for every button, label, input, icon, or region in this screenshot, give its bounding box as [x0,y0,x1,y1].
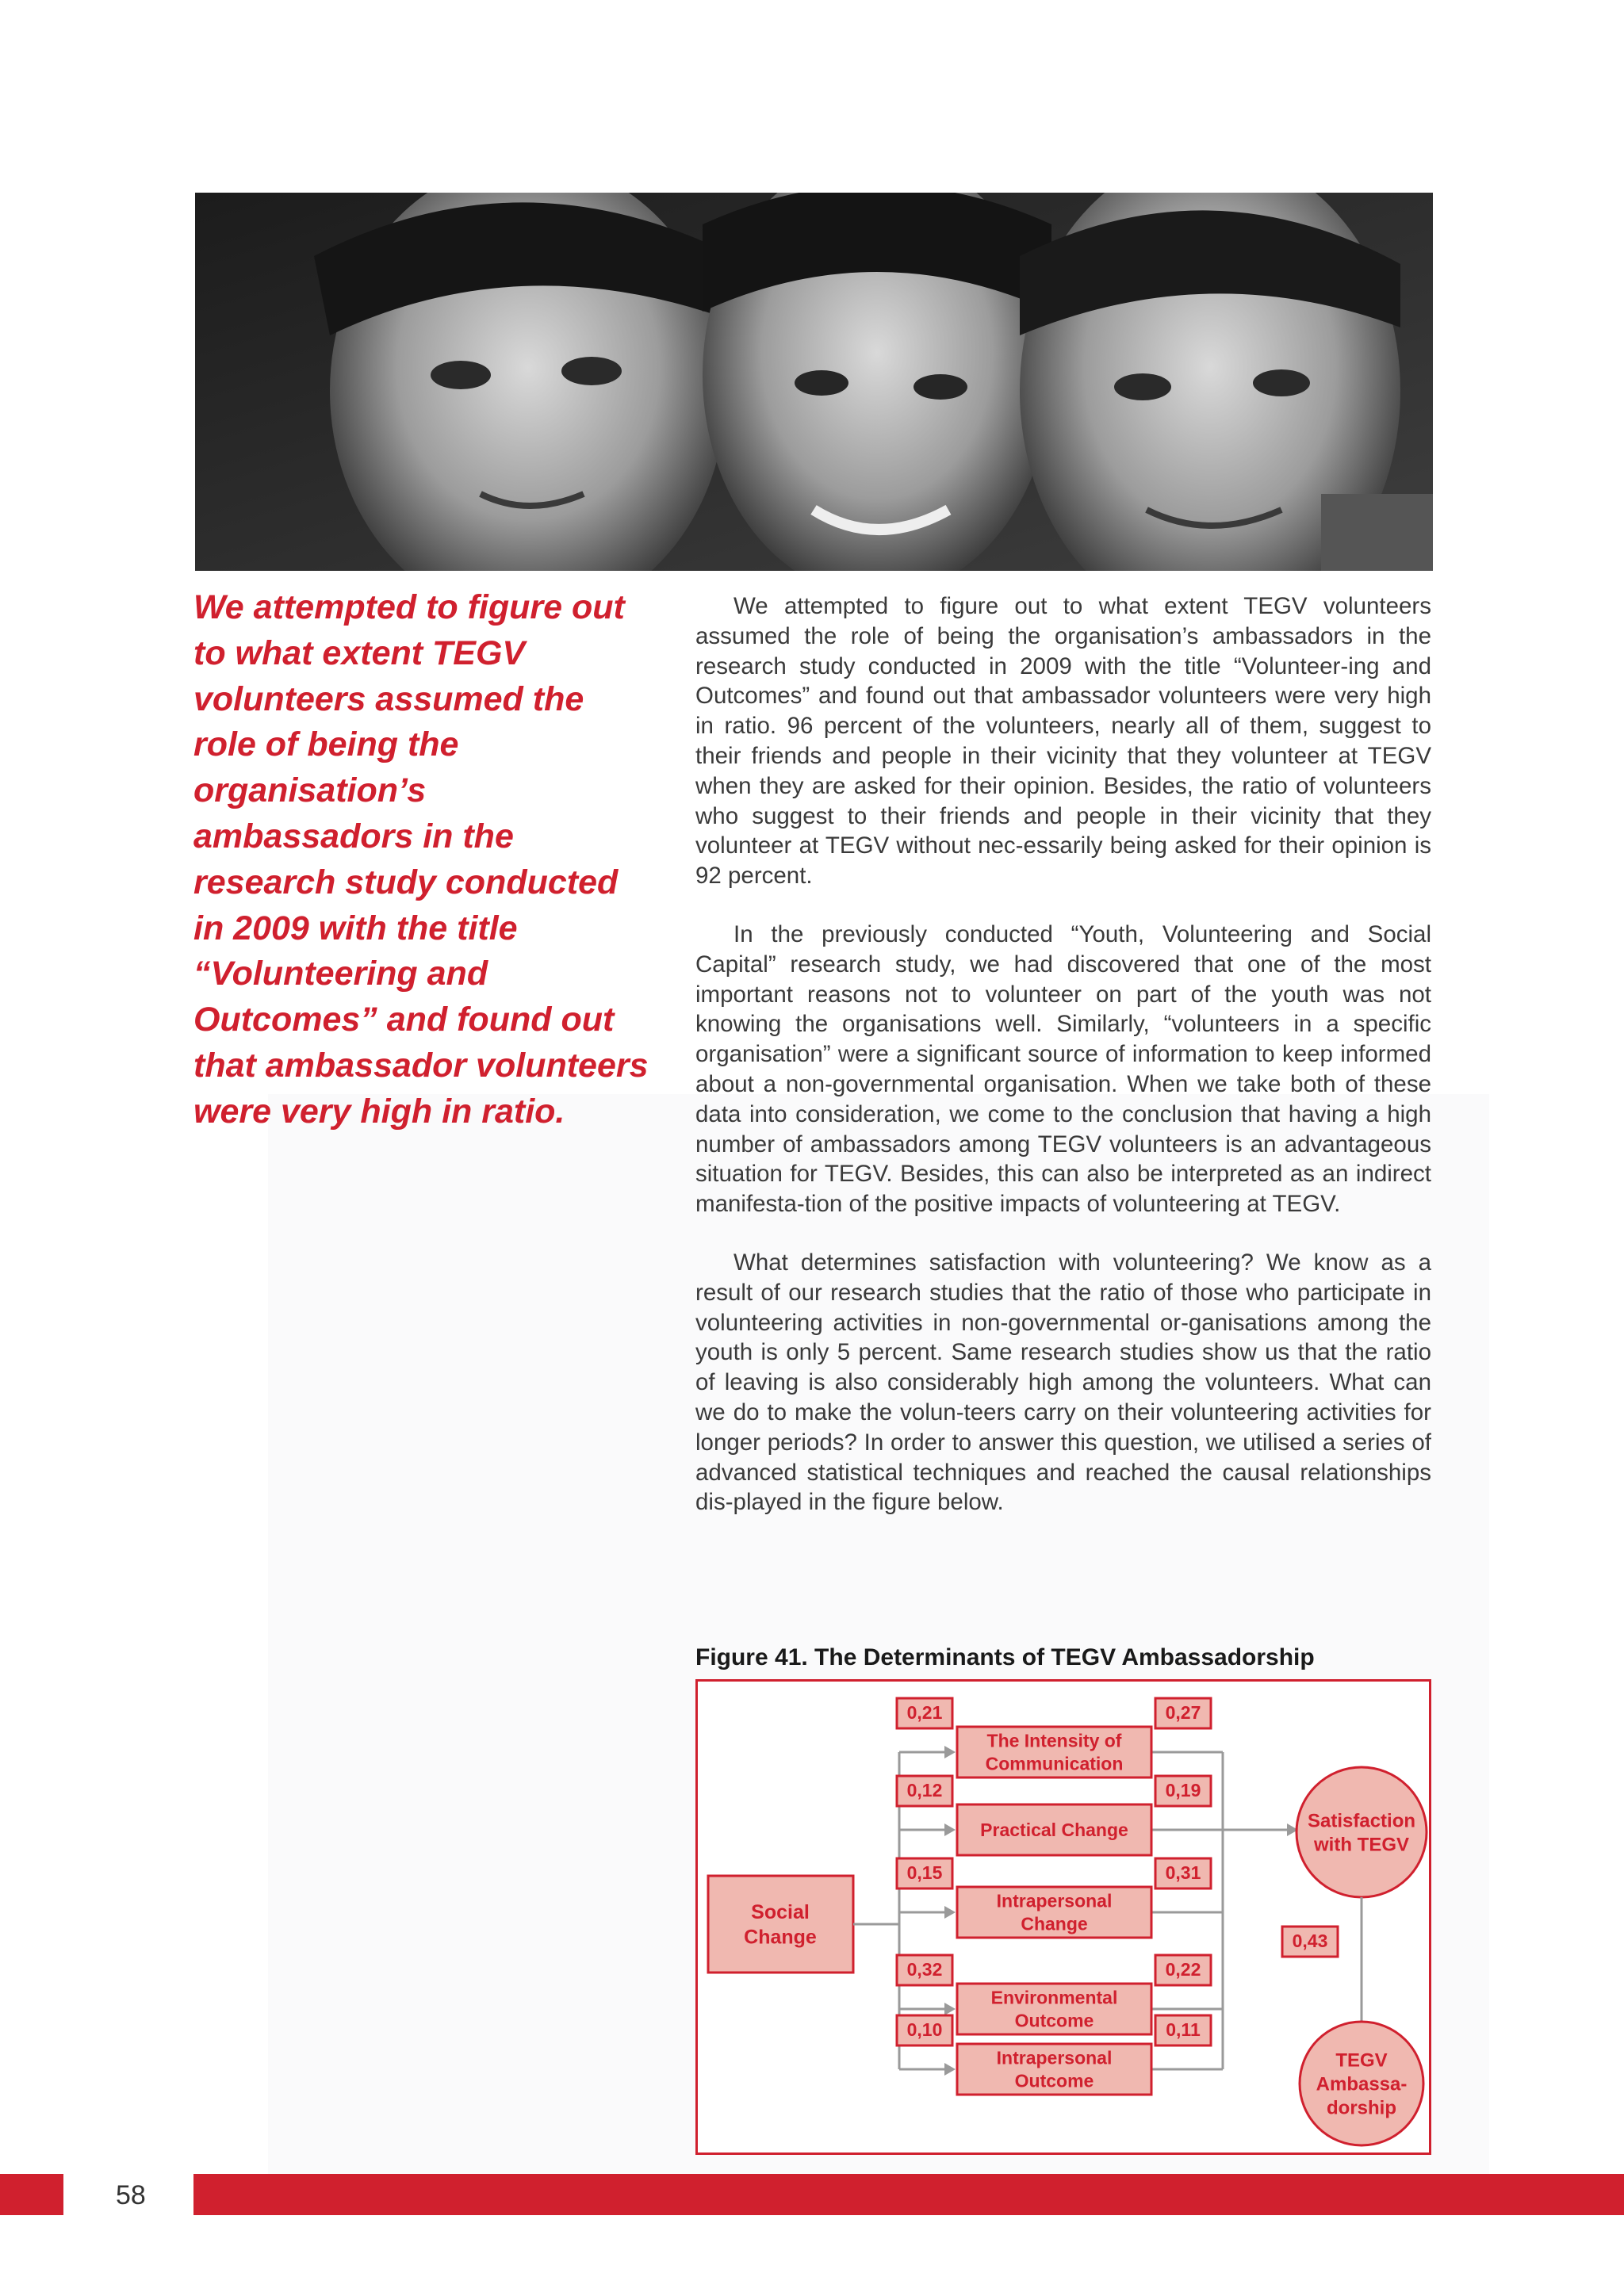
mediator-label: Practical Change [980,1820,1128,1841]
children-photo [195,193,1433,571]
mediator-label: Change [1021,1913,1088,1934]
ambassador-label: Ambassa- [1316,2073,1408,2095]
mediator-label: Outcome [1014,2010,1094,2031]
satisfaction-node [1297,1767,1427,1897]
mediator-label: Intrapersonal [996,1890,1113,1911]
pull-quote: We attempted to figure out to what extent TEGV volunteers assumed the role of being the organisation’s ambassadors in the research study conducted in 2009 with the title “Volunteering and Outcomes” and found out that ambassador volunteers were very high in ratio. [193,588,649,1131]
path-diagram [695,1679,1431,2155]
mediator-label: Intrapersonal [996,2047,1113,2068]
footer-bar-right [193,2174,1624,2215]
page-number: 58 [116,2180,146,2210]
coefficient-in: 0,10 [906,2019,943,2040]
mediator-label: Communication [985,1753,1124,1774]
coefficient-in: 0,21 [906,1702,943,1723]
ambassador-label: dorship [1327,2097,1396,2119]
mediator-label: Outcome [1014,2070,1094,2091]
social-change-label: Change [744,1926,817,1949]
ambassador-label: TEGV [1335,2049,1388,2072]
social-change-label: Social [751,1901,810,1924]
coefficient-out: 0,11 [1166,2019,1201,2040]
paragraph-3: What determines satisfaction with volunteering? We know as a result of our research studies that the ratio of those who participate in volunteering activities in non-governmental or-ganisations among the youth is only 5 percent. Same research studies show us that the ratio of leaving is also considerably high among the volunteers. What can we do to make the volun-teers carry on their volunteering activities for longer periods? In order to answer this question, we utilised a series of advanced statistical techniques and reached the causal relationships dis-played in the figure below. [695,1249,1431,1516]
paragraph-2: In the previously conducted “Youth, Volunteering and Social Capital” research study, we had discovered that one of the most important reasons not to volunteer on part of the youth was not knowing the organisations well. Similarly, “volunteers in a specific organisation” were a significant source of information to keep informed about a non-governmental organisation. When we take both of these data into consideration, we come to the conclusion that having a high number of ambassadors among TEGV volunteers is an advantageous situation for TEGV. Besides, this can also be interpreted as an indirect manifesta-tion of the positive impacts of volunteering at TEGV. [695,920,1431,1218]
mediator-label: The Intensity of [986,1730,1122,1751]
coefficient-in: 0,15 [906,1862,943,1883]
footer-bar-left [0,2174,63,2215]
figure-title: Figure 41. The Determinants of TEGV Ambassadorship [695,1644,1315,1670]
coefficient-out: 0,19 [1165,1780,1201,1800]
satisfaction-label: Satisfaction [1307,1810,1416,1832]
social-change-node [708,1876,853,1973]
paragraph-1: We attempted to figure out to what extent TEGV volunteers assumed the role of being the organisation’s ambassadors in the research study conducted in 2009 with the title “Volunteer-ing and Outcomes” and found out that ambassador volunteers were very high in ratio. 96 percent of the volunteers, nearly all of them, suggest to their friends and people in their vicinity that they volunteer at TEGV when they are asked for their opinion. Besides, the ratio of volunteers who suggest to their friends and people in their vicinity that they volunteer at TEGV without nec-essarily being asked for their opinion is 92 percent. [695,593,1431,890]
coefficient-out: 0,22 [1165,1959,1201,1980]
satisfaction-label: with TEGV [1314,1834,1409,1856]
coefficient-out: 0,31 [1165,1862,1201,1883]
body-text [695,591,1431,1546]
coefficient-out: 0,27 [1165,1702,1201,1723]
coefficient-in: 0,32 [906,1959,943,1980]
mediator-label: Environmental [990,1987,1118,2008]
coefficient-in: 0,12 [906,1780,943,1800]
coefficient-satisfaction-ambassador: 0,43 [1292,1931,1328,1951]
